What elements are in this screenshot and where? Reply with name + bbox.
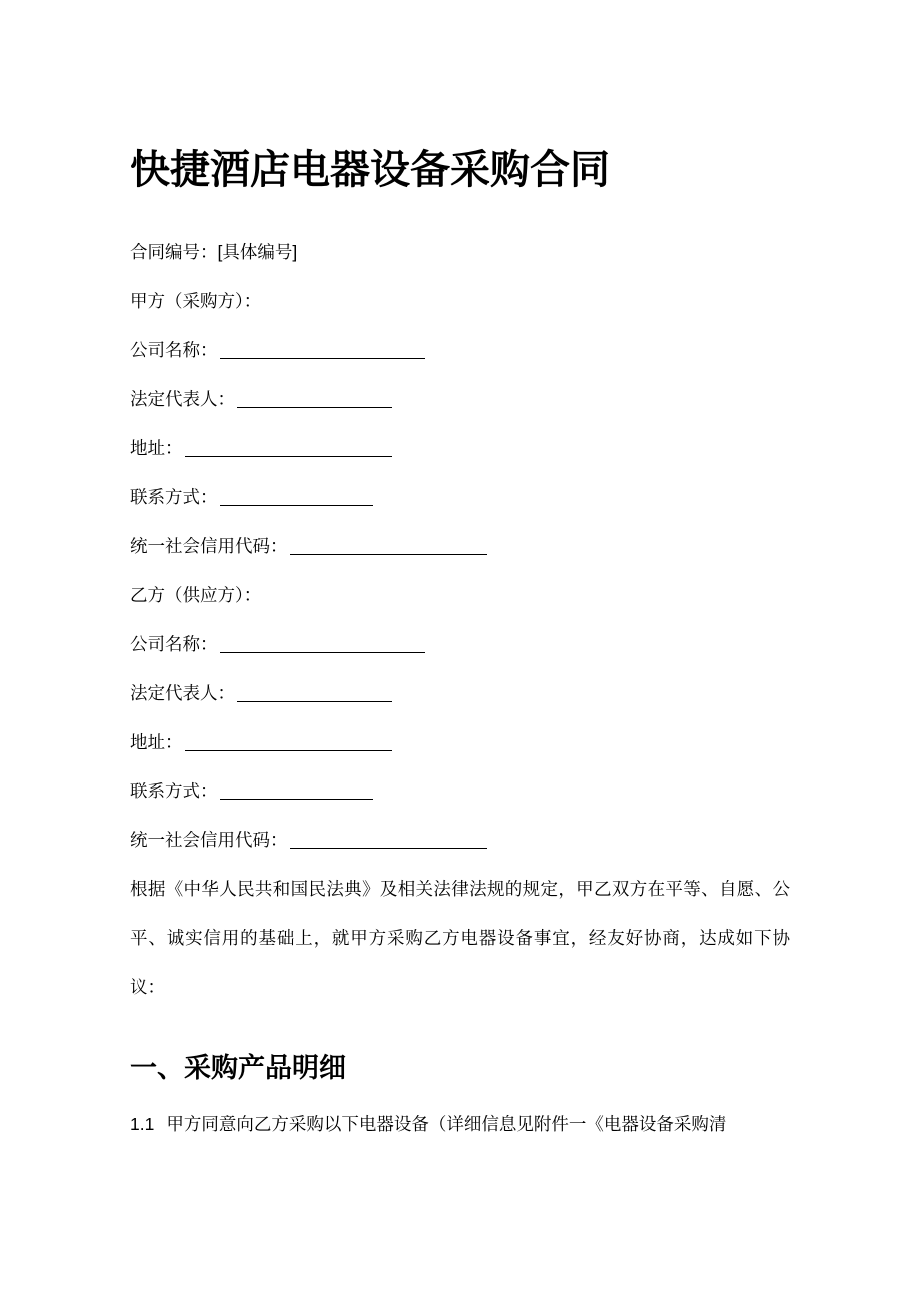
fill-in-blank[interactable] <box>220 344 425 359</box>
preamble-paragraph: 根据《中华人民共和国民法典》及相关法律法规的规定，甲乙双方在平等、自愿、公平、诚实信用的基础上，就甲方采购乙方电器设备事宜，经友好协商，达成如下协议： <box>130 879 790 997</box>
party-b-field-credit-code <box>130 816 790 865</box>
contract-number-label: 合同编号：[具体编号] <box>130 242 298 262</box>
field-label: 法定代表人： <box>130 389 235 409</box>
clause-1-1 <box>130 1084 790 1149</box>
contract-parties-block <box>130 228 790 865</box>
party-b-field-legal-representative <box>130 669 790 718</box>
field-label: 地址： <box>130 438 183 458</box>
clause-text: 甲方同意向乙方采购以下电器设备（详细信息见附件一《电器设备采购清 <box>166 1114 727 1135</box>
fill-in-blank[interactable] <box>185 442 392 457</box>
section-heading-1: 一、采购产品明细 <box>130 1053 346 1083</box>
party-a-field-credit-code <box>130 522 790 571</box>
fill-in-blank[interactable] <box>220 638 425 653</box>
fill-in-blank[interactable] <box>185 736 392 751</box>
field-label: 地址： <box>130 732 183 752</box>
fill-in-blank[interactable] <box>290 834 487 849</box>
party-a-field-legal-representative <box>130 375 790 424</box>
fill-in-blank[interactable] <box>290 540 487 555</box>
field-label: 法定代表人： <box>130 683 235 703</box>
field-label: 联系方式： <box>130 781 218 801</box>
party-a-field-contact <box>130 473 790 522</box>
field-label: 统一社会信用代码： <box>130 536 288 556</box>
party-b-field-address <box>130 718 790 767</box>
party-b-field-contact <box>130 767 790 816</box>
fill-in-blank[interactable] <box>237 687 392 702</box>
field-label: 统一社会信用代码： <box>130 830 288 850</box>
clause-number: 1.1 <box>130 1114 155 1135</box>
party-a-heading: 甲方（采购方）： <box>130 291 262 311</box>
contract-number-line <box>130 228 790 277</box>
field-label: 公司名称： <box>130 340 218 360</box>
field-label: 联系方式： <box>130 487 218 507</box>
party-a-field-address <box>130 424 790 473</box>
party-b-heading: 乙方（供应方）： <box>130 585 262 605</box>
party-a-field-company <box>130 326 790 375</box>
fill-in-blank[interactable] <box>220 491 373 506</box>
party-b-field-company <box>130 620 790 669</box>
fill-in-blank[interactable] <box>237 393 392 408</box>
fill-in-blank[interactable] <box>220 785 373 800</box>
page-title: 快捷酒店电器设备采购合同 <box>130 148 610 192</box>
field-label: 公司名称： <box>130 634 218 654</box>
